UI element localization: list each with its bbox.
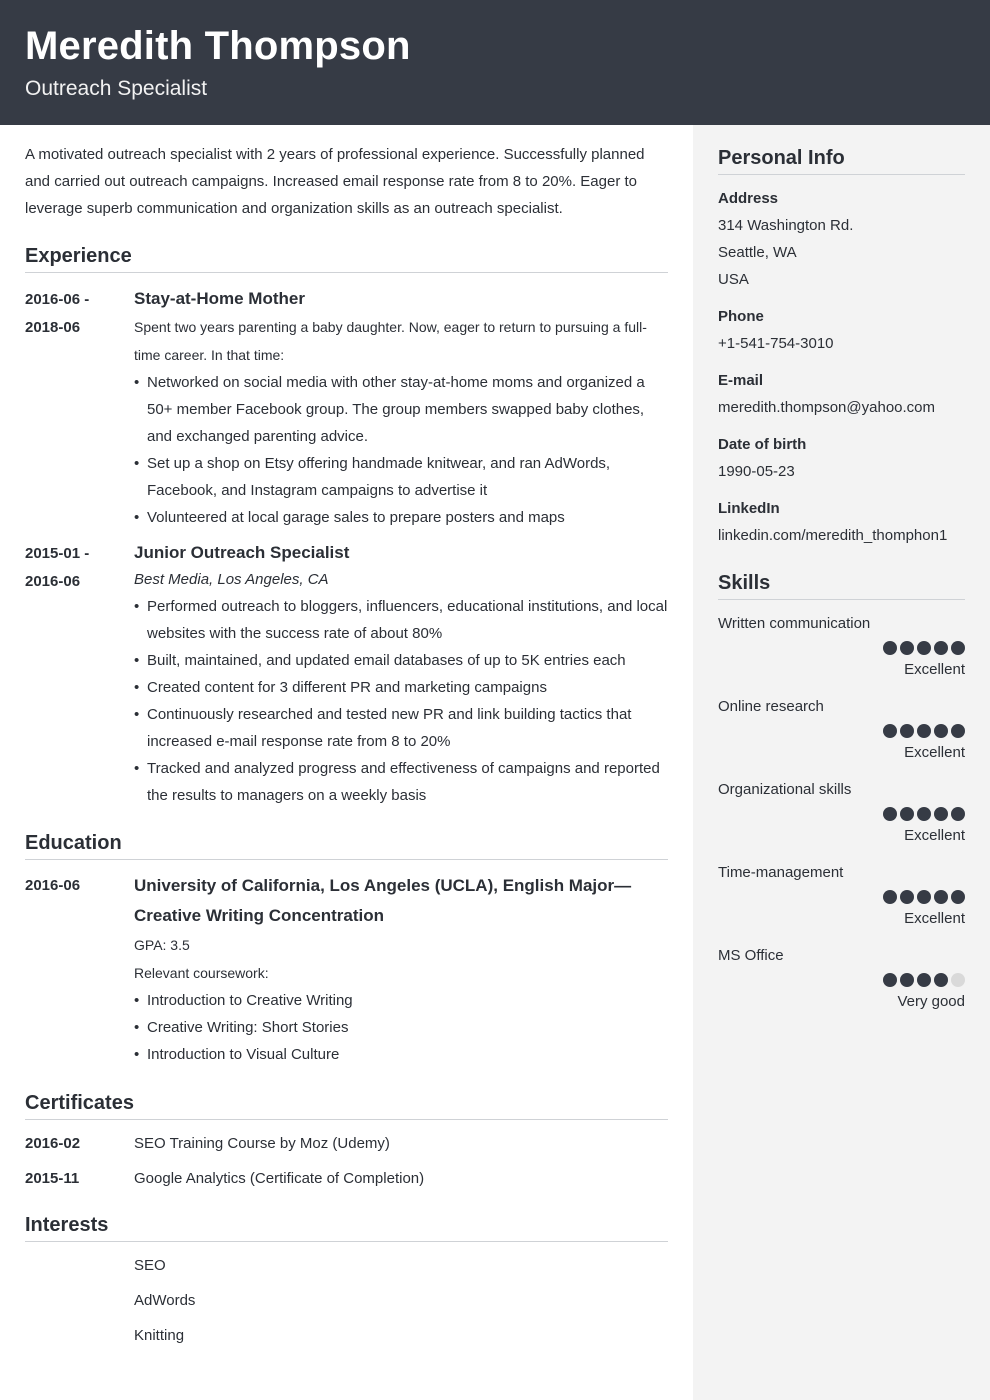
section-title-certificates: Certificates	[25, 1090, 668, 1120]
rating-dot-filled	[934, 890, 948, 904]
skills-list	[718, 610, 965, 1015]
entry-date: 2016-06	[25, 877, 81, 894]
certificate-name: Google Analytics (Certificate of Completion)	[134, 1170, 425, 1187]
interest-item: AdWords	[134, 1292, 196, 1309]
skill-level: Excellent	[904, 827, 965, 844]
section-title-interests: Interests	[25, 1212, 668, 1242]
bullet-item: • Set up a shop on Etsy offering handmade knitwear, and ran AdWords, Facebook, and Instagram campaigns to advertise it	[134, 450, 668, 504]
gpa: GPA: 3.5	[134, 937, 190, 953]
section-title-education: Education	[25, 830, 668, 860]
skill-rating	[718, 807, 965, 821]
rating-dot-filled	[900, 973, 914, 987]
rating-dot-filled	[900, 890, 914, 904]
rating-dot-filled	[951, 641, 965, 655]
rating-dot-filled	[917, 973, 931, 987]
rating-dot-filled	[917, 807, 931, 821]
coursework-label: Relevant coursework:	[134, 965, 269, 981]
email-label: E-mail	[718, 372, 764, 389]
course-item: • Introduction to Creative Writing	[134, 987, 668, 1014]
resume-header	[0, 0, 990, 125]
entry-bullets	[134, 593, 668, 809]
entry-date: 2015-01 - 2016-06	[25, 545, 90, 590]
skill-rating	[718, 973, 965, 987]
address-line: 314 Washington Rd.	[718, 217, 854, 234]
course-list	[134, 987, 668, 1068]
candidate-title: Outreach Specialist	[25, 77, 208, 100]
bullet-item: • Networked on social media with other stay-at-home moms and organized a 50+ member Facebook group. The group members swapped baby clothes, and exchanged parenting advice.	[134, 369, 668, 450]
skill-level: Excellent	[904, 910, 965, 927]
skill-name: Written communication	[718, 615, 871, 632]
skill-name: Online research	[718, 698, 824, 715]
interest-item: SEO	[134, 1257, 166, 1274]
rating-dot-filled	[883, 641, 897, 655]
rating-dot-filled	[900, 724, 914, 738]
skill-level: Excellent	[904, 661, 965, 678]
main-column	[0, 125, 693, 1353]
bullet-item: • Continuously researched and tested new PR and link building tactics that increased e-mail response rate from 8 to 20%	[134, 701, 668, 755]
rating-dot-filled	[951, 890, 965, 904]
skill-name: Time-management	[718, 864, 844, 881]
skill-level: Very good	[897, 993, 965, 1010]
entry-description: Spent two years parenting a baby daughter. Now, eager to return to pursuing a full-time career. In that time:	[134, 319, 647, 363]
phone-label: Phone	[718, 308, 764, 325]
rating-dot-filled	[883, 807, 897, 821]
phone-value: +1-541-754-3010	[718, 335, 834, 352]
education-section	[25, 830, 668, 1068]
section-title-skills: Skills	[718, 570, 965, 600]
certificate-name: SEO Training Course by Moz (Udemy)	[134, 1135, 390, 1152]
sidebar	[693, 125, 990, 1400]
section-title-personal-info: Personal Info	[718, 145, 965, 175]
address-line: USA	[718, 271, 749, 288]
bullet-item: • Built, maintained, and updated email databases of up to 5K entries each	[134, 647, 668, 674]
rating-dot-filled	[951, 807, 965, 821]
rating-dot-filled	[934, 641, 948, 655]
skill-item	[718, 859, 965, 932]
rating-dot-filled	[883, 724, 897, 738]
entry-date: 2016-06 - 2018-06	[25, 291, 90, 336]
candidate-name: Meredith Thompson	[25, 24, 411, 68]
address-label: Address	[718, 190, 779, 207]
entry-company: Best Media, Los Angeles, CA	[134, 571, 329, 588]
bullet-item: • Created content for 3 different PR and marketing campaigns	[134, 674, 668, 701]
linkedin-value: linkedin.com/meredith_thomphon1	[718, 527, 948, 544]
course-item: • Introduction to Visual Culture	[134, 1041, 668, 1068]
skill-level: Excellent	[904, 744, 965, 761]
section-title-experience: Experience	[25, 243, 668, 273]
rating-dot-filled	[917, 641, 931, 655]
skill-rating	[718, 724, 965, 738]
skill-item	[718, 776, 965, 849]
rating-dot-filled	[951, 724, 965, 738]
email-value: meredith.thompson@yahoo.com	[718, 399, 936, 416]
dob-label: Date of birth	[718, 436, 807, 453]
skill-item	[718, 610, 965, 683]
certificates-section	[25, 1090, 668, 1196]
bullet-item: • Performed outreach to bloggers, influencers, educational institutions, and local websites with the success rate of about 80%	[134, 593, 668, 647]
entry-role: Stay-at-Home Mother	[134, 289, 305, 308]
interest-item: Knitting	[134, 1327, 185, 1344]
skill-item	[718, 693, 965, 766]
rating-dot-filled	[900, 807, 914, 821]
rating-dot-filled	[883, 973, 897, 987]
address-line: Seattle, WA	[718, 244, 797, 261]
skill-name: Organizational skills	[718, 781, 852, 798]
rating-dot-filled	[917, 890, 931, 904]
rating-dot-filled	[934, 973, 948, 987]
rating-dot-empty	[951, 973, 965, 987]
experience-section	[25, 243, 668, 809]
certificate-date: 2015-11	[25, 1170, 80, 1187]
linkedin-label: LinkedIn	[718, 500, 780, 517]
skill-rating	[718, 890, 965, 904]
entry-role: Junior Outreach Specialist	[134, 543, 350, 562]
bullet-item: • Tracked and analyzed progress and effectiveness of campaigns and reported the results to managers on a weekly basis	[134, 755, 668, 809]
entry-bullets	[134, 369, 668, 531]
rating-dot-filled	[900, 641, 914, 655]
rating-dot-filled	[883, 890, 897, 904]
certificate-row	[25, 1126, 668, 1161]
dob-value: 1990-05-23	[718, 463, 795, 480]
rating-dot-filled	[917, 724, 931, 738]
bullet-item: • Volunteered at local garage sales to prepare posters and maps	[134, 504, 668, 531]
rating-dot-filled	[934, 807, 948, 821]
skill-item	[718, 942, 965, 1015]
interests-section	[25, 1212, 668, 1353]
experience-entry	[25, 286, 668, 531]
summary: A motivated outreach specialist with 2 years of professional experience. Successfully planned and carried out outreach campaigns. Increased email response rate from 8 to 20%. Eager to leverage superb communication and organization skills as an outreach specialist.	[25, 146, 645, 217]
education-entry	[25, 871, 668, 1068]
rating-dot-filled	[934, 724, 948, 738]
degree: University of California, Los Angeles (UCLA), English Major—Creative Writing Concentration	[134, 876, 632, 925]
experience-entry	[25, 540, 668, 809]
certificate-date: 2016-02	[25, 1135, 81, 1152]
course-item: • Creative Writing: Short Stories	[134, 1014, 668, 1041]
certificate-row	[25, 1161, 668, 1196]
skill-name: MS Office	[718, 947, 784, 964]
skill-rating	[718, 641, 965, 655]
